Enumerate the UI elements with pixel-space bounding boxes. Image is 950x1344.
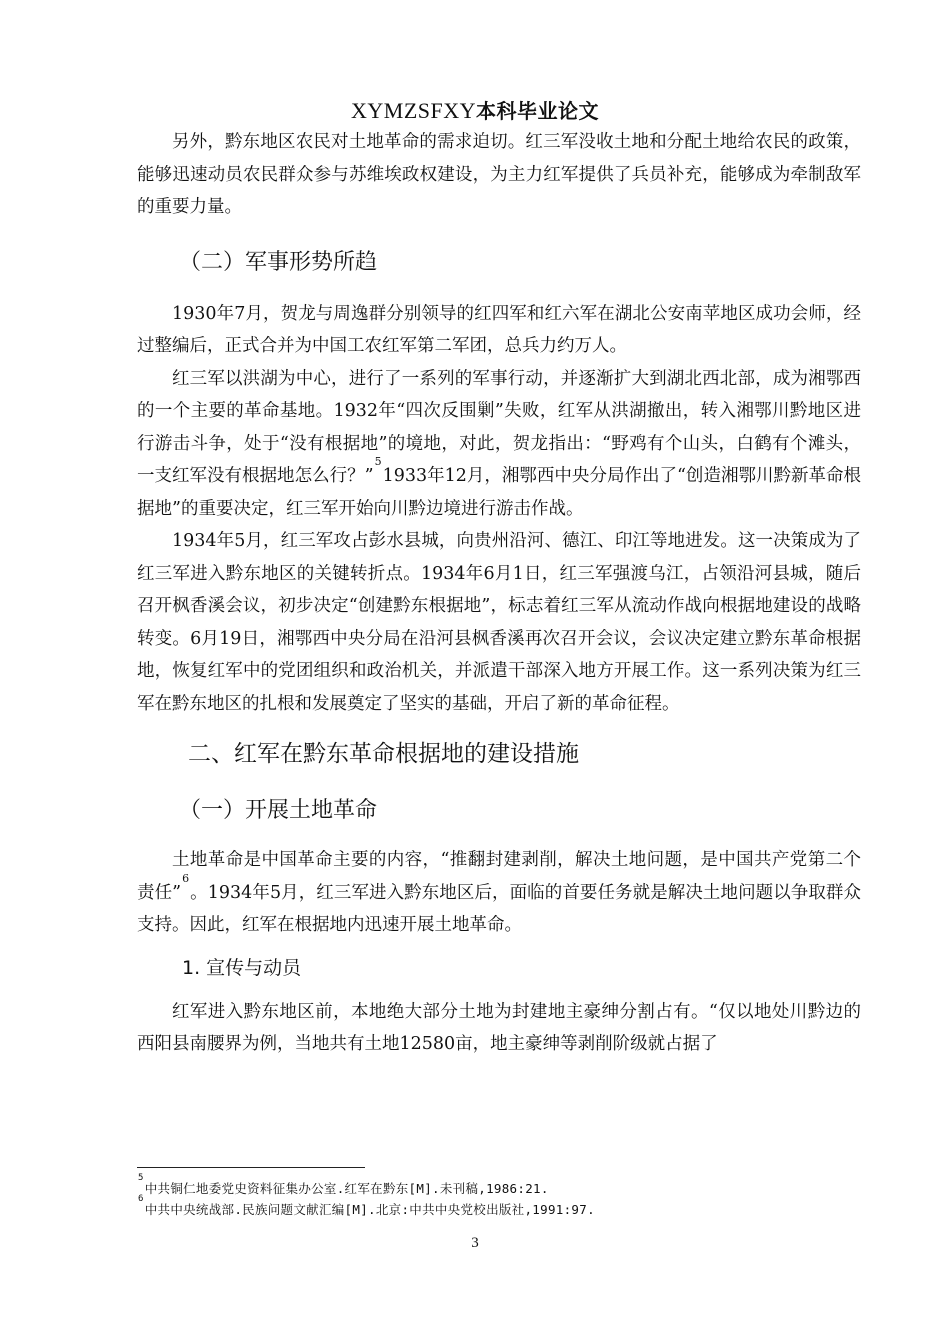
header-latin: XYMZSFXY	[350, 98, 477, 123]
paragraph-text: 红三军以洪湖为中心，进行了一系列的军事行动，并逐渐扩大到湖北西北部，成为湘鄂西的一个主要的革命基地。1932年“四次反围剿”失败，红军从洪湖撤出，转入湘鄂川黔地区进行游击斗争，处于“没有根据地”的境地，对此，贺龙指出：“野鸡有个山头，白鹤有个滩头，一支红军没有根据地怎么行？”	[137, 368, 861, 486]
footnote-number: 5	[138, 1173, 144, 1183]
footnote-ref-6[interactable]: 6	[182, 871, 190, 885]
paragraph-1930-merger: 1930年7月，贺龙与周逸群分别领导的红四军和红六军在湖北公安南苹地区成功会师，经过整编后，正式合并为中国工农红军第二军团，总兵力约万人。	[137, 303, 861, 356]
paragraph-text: 1933年12月，湘鄂西中央分局作出了“创造湘鄂川黔新革命根据地”的重要决定，红三军开始向川黔边境进行游击作战。	[137, 466, 862, 519]
footnote-text: 中共中央统战部.民族问题文献汇编[M].北京:中共中央党校出版社,1991:97.	[144, 1202, 595, 1217]
footnotes	[137, 1173, 861, 1220]
heading-section-2: 二、红军在黔东革命根据地的建设措施	[188, 741, 579, 767]
heading-military-situation: （二）军事形势所趋	[179, 249, 378, 275]
paragraph-1934-advance: 1934年5月，红三军攻占彭水县城，向贵州沿河、德江、印江等地进发。这一决策成为了红三军进入黔东地区的关键转折点。1934年6月1日，红三军强渡乌江，占领沿河县城，随后召开枫香溪会议，初步决定“创建黔东根据地”，标志着红三军从流动作战向根据地建设的战略转变。6月19日，湘鄂西中央分局在沿河县枫香溪再次召开会议，会议决定建立黔东革命根据地，恢复红军中的党团组织和政治机关，并派遣干部深入地方开展工作。这一系列决策为红三军在黔东地区的扎根和发展奠定了坚实的基础，开启了新的革命征程。	[137, 531, 861, 714]
footnote-ref-5[interactable]: 5	[374, 455, 382, 468]
running-header	[0, 98, 950, 125]
footnote-6	[137, 1194, 861, 1220]
paragraph-text: 。1934年5月，红三军进入黔东地区后，面临的首要任务就是解决土地问题以争取群众支持。因此，红军在根据地内迅速开展土地革命。	[137, 882, 862, 935]
heading-land-revolution: （一）开展土地革命	[179, 798, 378, 823]
paragraph-land-revolution	[137, 844, 861, 942]
footnote-separator	[137, 1167, 365, 1168]
paragraph-text: 土地革命是中国革命主要的内容，“推翻封建剥削，解决土地问题，是中国共产党第二个责任”	[137, 850, 861, 903]
footnote-5	[137, 1173, 861, 1199]
page-number: 3	[471, 1235, 479, 1251]
paragraph-farmers-demand: 另外，黔东地区农民对土地革命的需求迫切。红三军没收土地和分配土地给农民的政策，能够迅速动员农民群众参与苏维埃政权建设，为主力红军提供了兵员补充，能够成为牵制敌军的重要力量。	[137, 132, 861, 217]
footnote-text: 中共铜仁地委党史资料征集办公室.红军在黔东[M].未刊稿,1986:21.	[144, 1181, 549, 1196]
main-text	[137, 126, 861, 1061]
paragraph-honghu-base	[137, 363, 861, 526]
heading-propaganda: 1. 宣传与动员	[182, 956, 302, 979]
footnote-number: 6	[138, 1194, 144, 1204]
paragraph-land-ownership: 红军进入黔东地区前，本地绝大部分土地为封建地主豪绅分割占有。“仅以地处川黔边的西阳县南腰界为例，当地共有土地12580亩，地主豪绅等剥削阶级就占据了	[137, 1001, 861, 1054]
header-title: 本科毕业论文	[476, 99, 600, 123]
